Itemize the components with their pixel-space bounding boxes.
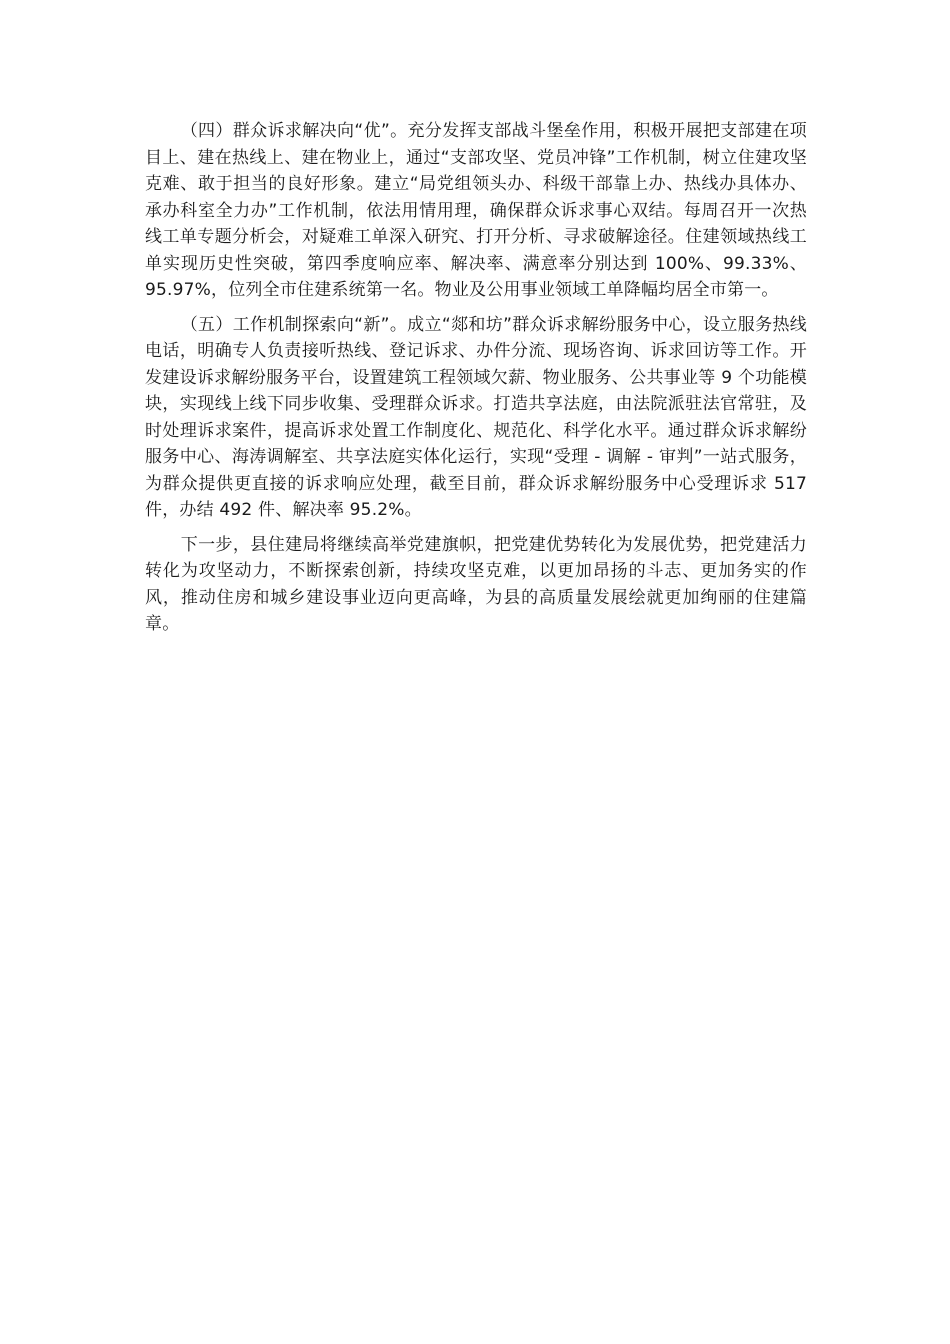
paragraph-group-complaints: （四）群众诉求解决向“优”。充分发挥支部战斗堡垒作用，积极开展把支部建在项目上、建在热线上、建在物业上，通过“支部攻坚、党员冲锋”工作机制，树立住建攻坚克难、敢于担当的良好形象。建立“局党组领头办、科级干部靠上办、热线办具体办、承办科室全力办”工作机制，依法用情用理，确保群众诉求事心双结。每周召开一次热线工单专题分析会，对疑难工单深入研究、打开分析、寻求破解途径。住建领域热线工单实现历史性突破，第四季度响应率、解决率、满意率分别达到 100%、99.33%、95.97%，位列全市住建系统第一名。物业及公用事业领域工单降幅均居全市第一。 <box>145 121 807 300</box>
paragraph-work-mechanism: （五）工作机制探索向“新”。成立“郯和坊”群众诉求解纷服务中心，设立服务热线电话，明确专人负责接听热线、登记诉求、办件分流、现场咨询、诉求回访等工作。开发建设诉求解纷服务平台，设置建筑工程领域欠薪、物业服务、公共事业等 9 个功能模块，实现线上线下同步收集、受理群众诉求。打造共享法庭，由法院派驻法官常驻，及时处理诉求案件，提高诉求处置工作制度化、规范化、科学化水平。通过群众诉求解纷服务中心、海涛调解室、共享法庭实体化运行，实现“受理 - 调解 - 审判”一站式服务，为群众提供更直接的诉求响应处理，截至目前，群众诉求解纷服务中心受理诉求 517 件，办结 492 件、解决率 95.2%。 <box>145 314 807 520</box>
paragraph-next-steps: 下一步，县住建局将继续高举党建旗帜，把党建优势转化为发展优势，把党建活力转化为攻坚动力，不断探索创新，持续攻坚克难，以更加昂扬的斗志、更加务实的作风，推动住房和城乡建设事业迈向更高峰，为县的高质量发展绘就更加绚丽的住建篇章。 <box>145 534 807 634</box>
document-body <box>145 118 807 646</box>
